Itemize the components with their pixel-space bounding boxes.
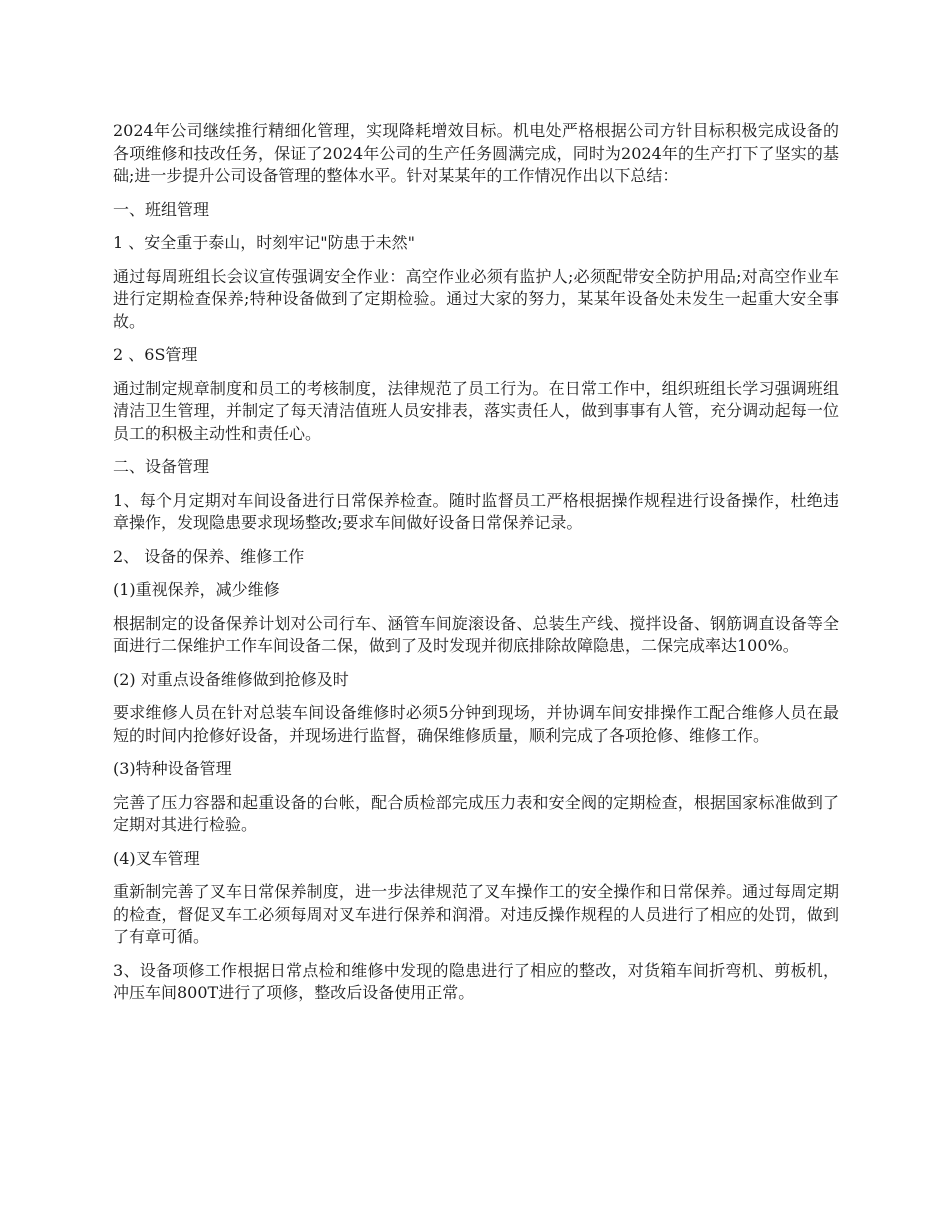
subheading-emergency-repair: (2) 对重点设备维修做到抢修及时 <box>113 669 349 689</box>
section-heading-equipment-management: 二、设备管理 <box>113 457 210 476</box>
subheading-safety: 1 、安全重于泰山，时刻牢记"防患于未然" <box>113 233 415 252</box>
equipment-check-paragraph: 1、每个月定期对车间设备进行日常保养检查。随时监督员工严格根据操作规程进行设备操作，杜绝违章操作，发现隐患要求现场整改;要求车间做好设备日常保养记录。 <box>113 490 839 532</box>
overhaul-paragraph: 3、设备项修工作根据日常点检和维修中发现的隐患进行了相应的整改，对货箱车间折弯机、剪板机，冲压车间800T进行了项修，整改后设备使用正常。 <box>113 960 839 1002</box>
emergency-repair-paragraph: 要求维修人员在针对总装车间设备维修时必须5分钟到现场，并协调车间安排操作工配合维修人员在最短的时间内抢修好设备，并现场进行监督，确保维修质量，顺利完成了各项抢修、维修工作。 <box>113 703 839 745</box>
special-equipment-paragraph: 完善了压力容器和起重设备的台帐，配合质检部完成压力表和安全阀的定期检查，根据国家标准做到了定期对其进行检验。 <box>113 792 839 834</box>
subheading-maintenance: 2、 设备的保养、维修工作 <box>113 546 305 566</box>
subheading-forklift: (4)叉车管理 <box>113 848 200 868</box>
safety-paragraph: 通过每周班组长会议宣传强调安全作业：高空作业必须有监护人;必须配带安全防护用品;对高空作业车进行定期检查保养;特种设备做到了定期检验。通过大家的努力，某某年设备处未发生一起重大安全事故。 <box>113 266 839 331</box>
subheading-special-equipment: (3)特种设备管理 <box>113 759 232 778</box>
section-heading-team-management: 一、班组管理 <box>113 199 210 219</box>
forklift-paragraph: 重新制完善了叉车日常保养制度，进一步法律规范了叉车操作工的安全操作和日常保养。通过每周定期的检查，督促叉车工必须每周对叉车进行保养和润滑。对违反操作规程的人员进行了相应的处罚，做到了有章可循。 <box>113 882 839 946</box>
intro-paragraph: 2024年公司继续推行精细化管理，实现降耗增效目标。机电处严格根据公司方针目标积极完成设备的各项维修和技改任务，保证了2024年公司的生产任务圆满完成，同时为2024年的生产打下了坚实的基础;进一步提升公司设备管理的整体水平。针对某某年的工作情况作出以下总结： <box>113 121 839 185</box>
subheading-6s: 2 、6S管理 <box>113 345 198 364</box>
document-body <box>113 120 839 1016</box>
subheading-prevention: (1)重视保养，减少维修 <box>113 580 280 599</box>
6s-paragraph: 通过制定规章制度和员工的考核制度，法律规范了员工行为。在日常工作中，组织班组长学习强调班组清洁卫生管理，并制定了每天清洁值班人员安排表，落实责任人，做到事事有人管，充分调动起每一位员工的积极主动性和责任心。 <box>113 378 839 443</box>
prevention-paragraph: 根据制定的设备保养计划对公司行车、涵管车间旋滚设备、总装生产线、搅拌设备、钢筋调直设备等全面进行二保维护工作车间设备二保，做到了及时发现并彻底排除故障隐患，二保完成率达100%。 <box>113 613 839 655</box>
